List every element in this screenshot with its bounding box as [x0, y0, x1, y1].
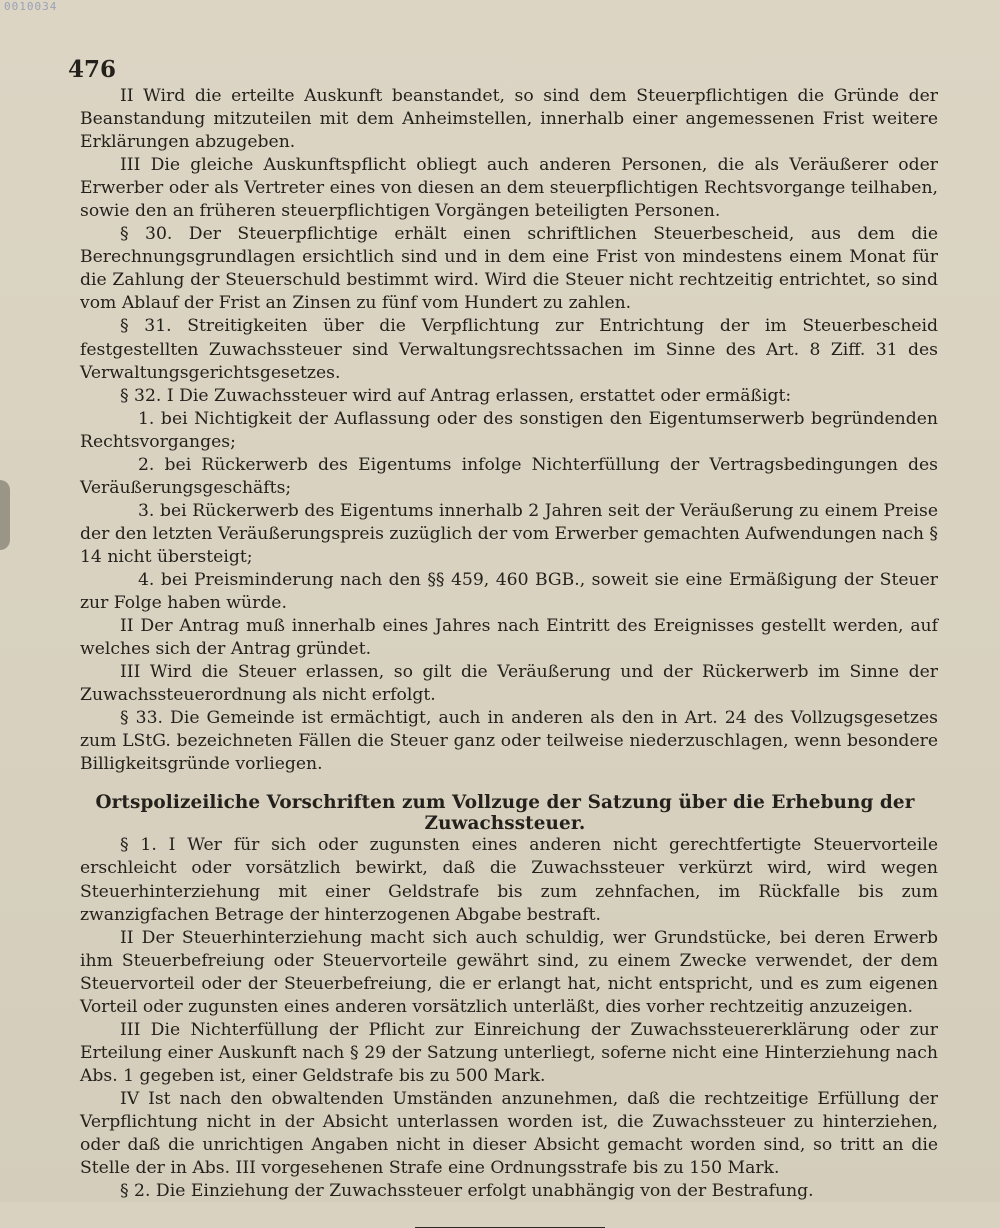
paragraph: § 1. I Wer für sich oder zugunsten eines anderen nicht gerechtfertigte Steuervorteile erschleicht oder vorsätzlich bewirkt, daß die Zuwachssteuer verkürzt wird, wird wegen Steuerhinterziehung mit einer Geldstrafe bis zum zehnfachen, im Rückfalle bis zum zwanzigfachen Betrage der hinterzogenen Abgabe bestraft. [80, 835, 938, 925]
paragraph: § 33. Die Gemeinde ist ermächtigt, auch in anderen als den in Art. 24 des Vollzugsgesetzes zum LStG. bezeichneten Fällen die Steuer ganz oder teilweise niederzuschlagen, wenn besondere Billigkeitsgründe vorliegen. [80, 708, 938, 775]
paragraph: § 2. Die Einziehung der Zuwachssteuer erfolgt unabhängig von der Bestrafung. [120, 1181, 814, 1202]
paragraph: § 30. Der Steuerpflichtige erhält einen schriftlichen Steuerbescheid, aus dem die Berechnungsgrundlagen ersichtlich sind und in dem eine Frist von mindestens einem Monat für die Zahlung der Steuerschuld bestimmt wird. Wird die Steuer nicht rechtzeitig entrichtet, so sind vom Ablauf der Frist an Zinsen zu fünf vom Hundert zu zahlen. [80, 224, 938, 314]
paragraph: IV Ist nach den obwaltenden Umständen anzunehmen, daß die rechtzeitige Erfüllung der Verpflichtung nicht in der Absicht unterlassen worden ist, die Zuwachssteuer zu hinterziehen, oder daß die unrichtigen Angaben nicht in dieser Absicht gemacht worden sind, so tritt an die Stelle der in Abs. III vorgesehenen Strafe eine Ordnungsstrafe bis zu 150 Mark. [80, 1088, 938, 1179]
paragraph: III Die Nichterfüllung der Pflicht zur Einreichung der Zuwachssteuererklärung oder zur Erteilung einer Auskunft nach § 29 der Satzung unterliegt, soferne nicht eine Hinterziehung nach Abs. 1 gegeben ist, einer Geldstrafe bis zu 500 Mark. [80, 1019, 938, 1086]
list-item: 2. bei Rückerwerb des Eigentums infolge Nichterfüllung der Vertragsbedingungen des Veräußerungsgeschäfts; [80, 454, 938, 498]
paragraph: II Der Antrag muß innerhalb eines Jahres nach Eintritt des Ereignisses gestellt werden, auf welches sich der Antrag gründet. [80, 616, 938, 660]
paragraph: III Wird die Steuer erlassen, so gilt die Veräußerung und der Rückerwerb im Sinne der Zuwachssteuerordnung als nicht erfolgt. [80, 662, 938, 706]
list-item: 1. bei Nichtigkeit der Auflassung oder des sonstigen den Eigentumserwerb begründenden Rechtsvorganges; [80, 408, 938, 452]
binding-shadow [0, 480, 10, 550]
paragraph: § 31. Streitigkeiten über die Verpflichtung zur Entrichtung der im Steuerbescheid festgestellten Zuwachssteuer sind Verwaltungsrechtssachen im Sinne des Art. 8 Ziff. 31 des Verwaltungsgerichtsgesetzes. [80, 316, 938, 383]
section-heading: Ortspolizeiliche Vorschriften zum Vollzuge der Satzung über die Erhebung der Zuwachssteuer. [95, 792, 915, 835]
paragraph: § 32. I Die Zuwachssteuer wird auf Antrag erlassen, erstattet oder ermäßigt: [120, 385, 792, 406]
text-section-vorschriften [80, 834, 938, 1203]
paragraph: III Die gleiche Auskunftspflicht obliegt auch anderen Personen, die als Veräußerer oder Erwerber oder als Vertreter eines von diesen an dem steuerpflichtigen Rechtsvorgange teilhaben, sowie den an früheren steuerpflichtigen Vorgängen beteiligten Personen. [80, 155, 938, 222]
paragraph: II Wird die erteilte Auskunft beanstandet, so sind dem Steuerpflichtigen die Gründe der Beanstandung mitzuteilen mit dem Anheimstellen, innerhalb einer angemessenen Frist weitere Erklärungen abzugeben. [80, 86, 938, 153]
text-section-satzung [80, 85, 938, 776]
archive-stamp: 0010034 [4, 0, 58, 13]
page-number: 476 [68, 56, 117, 83]
paragraph: II Der Steuerhinterziehung macht sich auch schuldig, wer Grundstücke, bei deren Erwerb ihm Steuerbefreiung oder Steuervorteile gewährt sind, zu einem Zwecke verwendet, der dem Steuervorteil oder der Steuerbefreiung, die er erlangt hat, nicht entspricht, und es zum eigenen Vorteil oder zugunsten eines anderen vorsätzlich unterläßt, dies vorher rechtzeitig anzuzeigen. [80, 927, 938, 1017]
list-item: 4. bei Preisminderung nach den §§ 459, 460 BGB., soweit sie eine Ermäßigung der Steuer zur Folge haben würde. [80, 569, 938, 614]
list-item: 3. bei Rückerwerb des Eigentums innerhalb 2 Jahren seit der Veräußerung zu einem Preise der den letzten Veräußerungspreis zuzüglich der vom Erwerber gemachten Aufwendungen nach § 14 nicht übersteigt; [80, 500, 938, 567]
